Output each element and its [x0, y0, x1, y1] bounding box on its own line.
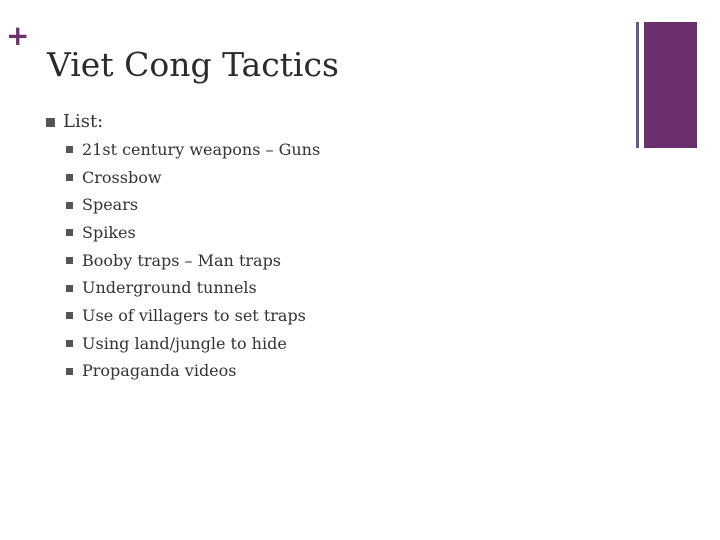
list-item-text: 21st century weapons – Guns	[82, 139, 321, 159]
list-heading	[46, 109, 103, 135]
list-item	[66, 358, 320, 386]
square-bullet-icon	[46, 118, 55, 127]
list-item	[66, 302, 320, 330]
list-item-text: Propaganda videos	[82, 361, 237, 381]
list-heading-label: List:	[63, 111, 104, 132]
list-item	[66, 219, 320, 247]
square-bullet-icon	[66, 340, 73, 347]
list-item	[66, 274, 320, 302]
list-item-text: Spikes	[82, 222, 136, 242]
tactics-list	[66, 136, 320, 385]
square-bullet-icon	[66, 202, 73, 209]
square-bullet-icon	[66, 229, 73, 236]
list-item-text: Underground tunnels	[82, 278, 257, 298]
square-bullet-icon	[66, 285, 73, 292]
square-bullet-icon	[66, 174, 73, 181]
list-item-text: Use of villagers to set traps	[82, 305, 306, 325]
list-item	[66, 247, 320, 275]
square-bullet-icon	[66, 368, 73, 375]
accent-bar-thin	[636, 22, 639, 148]
list-item	[66, 136, 320, 164]
square-bullet-icon	[66, 312, 73, 319]
list-item	[66, 191, 320, 219]
list-item	[66, 164, 320, 192]
list-item-text: Booby traps – Man traps	[82, 250, 282, 270]
list-item-text: Crossbow	[82, 167, 162, 187]
accent-bar-wide	[644, 22, 697, 148]
square-bullet-icon	[66, 257, 73, 264]
list-item-text: Using land/jungle to hide	[82, 333, 287, 353]
list-item	[66, 330, 320, 358]
slide-title: Viet Cong Tactics	[47, 45, 339, 84]
list-item-text: Spears	[82, 195, 139, 215]
square-bullet-icon	[66, 146, 73, 153]
plus-sign-icon: +	[6, 19, 30, 52]
